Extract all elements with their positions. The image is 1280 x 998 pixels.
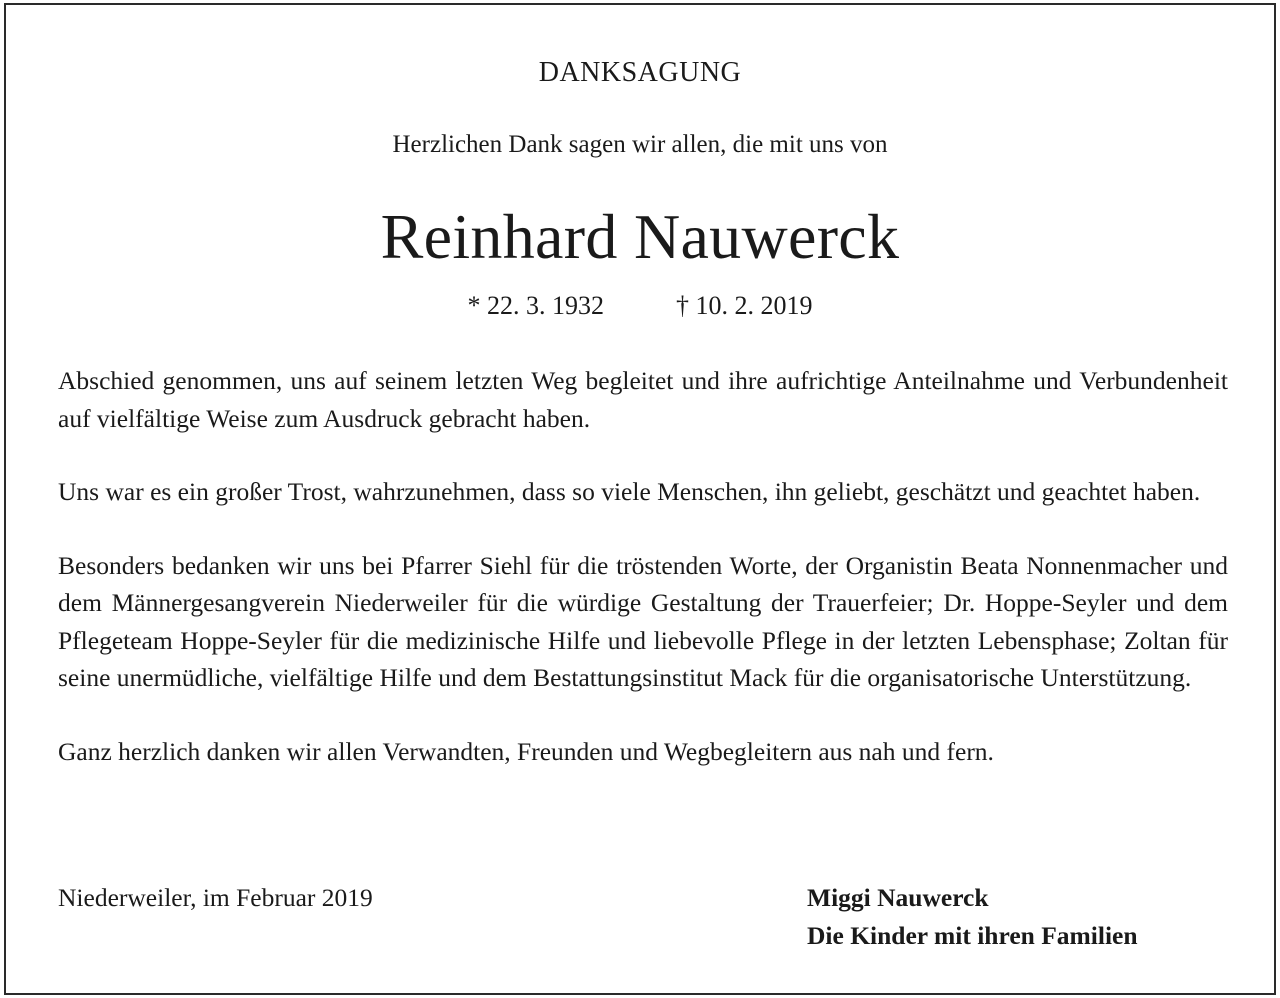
paragraph-farewell: Abschied genommen, uns auf seinem letzten Weg begleitet und ihre aufrichtige Anteilnahme und Verbundenheit auf vielfältige Weise zum Ausdruck gebracht haben. [58, 366, 1228, 433]
life-dates [6, 291, 1274, 321]
paragraph-general-thanks: Ganz herzlich danken wir allen Verwandten, Freunden und Wegbegleitern aus nah und fern. [58, 736, 994, 766]
paragraph-comfort: Uns war es ein großer Trost, wahrzunehmen, dass so viele Menschen, ihn geliebt, geschätzt und geachtet haben. [58, 477, 1201, 506]
obituary-notice [4, 3, 1276, 995]
deceased-name: Reinhard Nauwerck [380, 201, 900, 272]
paragraph-special-thanks: Besonders bedanken wir uns bei Pfarrer Siehl für die tröstenden Worte, der Organistin Beata Nonnenmacher und dem Männergesangverein Niederweiler für die würdige Gestaltung der Trauerfeier; Dr. Hoppe-Seyler und dem Pflegeteam Hoppe-Seyler für die medizinische Hilfe und liebevolle Pflege in der letzten Lebensphase; Zoltan für seine unermüdliche, vielfältige Hilfe und dem Bestattungsinstitut Mack für die organisatorische Unterstützung. [58, 550, 1228, 692]
place-and-date: Niederweiler, im Februar 2019 [58, 883, 373, 912]
death-date: † 10. 2. 2019 [676, 291, 813, 320]
signature-line: Die Kinder mit ihren Familien [807, 921, 1138, 950]
birth-date: * 22. 3. 1932 [467, 291, 604, 320]
notice-heading: DANKSAGUNG [538, 57, 742, 88]
notice-body [58, 362, 1228, 806]
signature-block [807, 879, 1138, 955]
intro-line: Herzlichen Dank sagen wir allen, die mit uns von [392, 131, 888, 158]
signature-line: Miggi Nauwerck [807, 883, 989, 912]
